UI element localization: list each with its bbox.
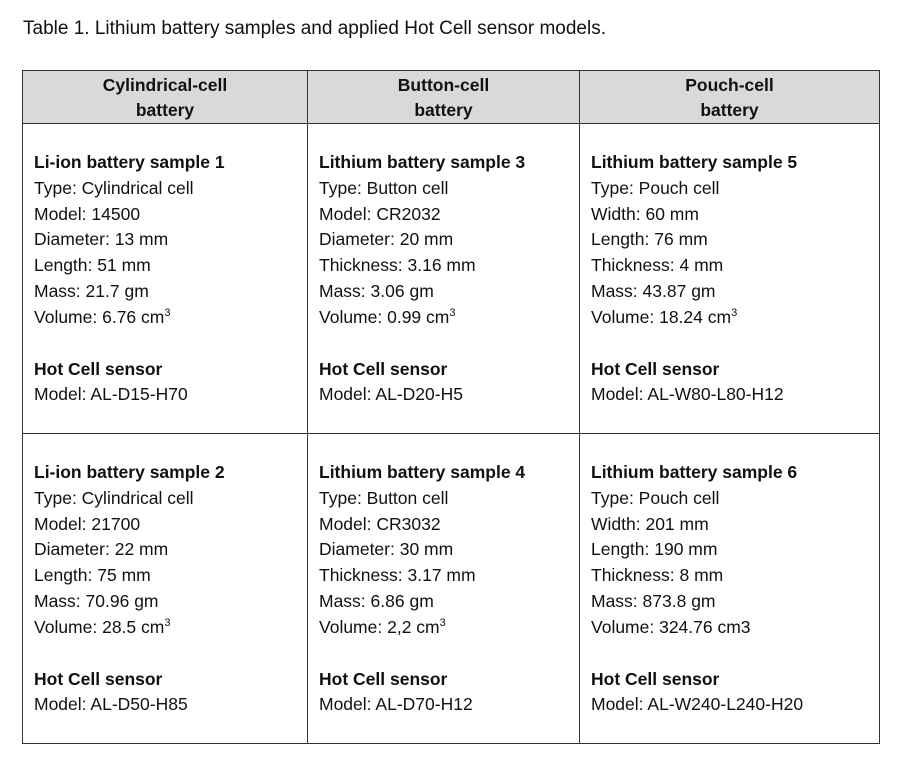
header-pouch xyxy=(580,71,880,124)
volume-text: Volume: 6.76 cm xyxy=(34,306,165,327)
sensor-label: Hot Cell sensor xyxy=(591,668,720,689)
volume-line xyxy=(319,305,571,331)
sample-title: Li-ion battery sample 1 xyxy=(34,152,225,172)
spec-line: Mass: 873.8 gm xyxy=(591,590,716,611)
spec-line: Model: 21700 xyxy=(34,513,141,534)
spec-line: Type: Cylindrical cell xyxy=(34,487,194,508)
spec-line: Type: Button cell xyxy=(319,487,449,508)
spec-line: Length: 75 mm xyxy=(34,565,151,586)
sample-title: Lithium battery sample 6 xyxy=(591,462,798,482)
sample-title: Lithium battery sample 3 xyxy=(319,152,526,172)
volume-line xyxy=(34,305,299,331)
volume-superscript: 3 xyxy=(731,306,738,319)
sample-cell xyxy=(580,434,880,744)
sample-cell xyxy=(23,124,308,434)
sample-title: Li-ion battery sample 2 xyxy=(34,462,225,482)
sensor-model: Model: AL-W80-L80-H12 xyxy=(591,384,784,405)
table-caption: Table 1. Lithium battery samples and applied Hot Cell sensor models. xyxy=(23,18,606,39)
sample-cell xyxy=(23,434,308,744)
spec-line: Diameter: 30 mm xyxy=(319,539,454,560)
spec-line: Mass: 6.86 gm xyxy=(319,590,434,611)
table-header-row xyxy=(23,71,880,124)
volume-text: Volume: 2,2 cm xyxy=(319,616,440,637)
spec-line: Model: CR3032 xyxy=(319,513,441,534)
sensor-model: Model: AL-D20-H5 xyxy=(319,384,463,405)
sensor-model: Model: AL-W240-L240-H20 xyxy=(591,694,804,715)
spec-line: Mass: 70.96 gm xyxy=(34,590,159,611)
sample-cell xyxy=(580,124,880,434)
volume-line xyxy=(591,615,871,641)
sample-title: Lithium battery sample 4 xyxy=(319,462,526,482)
spec-line: Width: 201 mm xyxy=(591,513,709,534)
table-row xyxy=(23,124,880,434)
volume-superscript: 3 xyxy=(449,306,456,319)
volume-line xyxy=(319,615,571,641)
header-line-2: battery xyxy=(135,100,195,120)
spec-line: Mass: 43.87 gm xyxy=(591,280,716,301)
volume-line xyxy=(591,305,871,331)
spec-line: Type: Cylindrical cell xyxy=(34,177,194,198)
volume-superscript: 3 xyxy=(164,616,171,629)
spec-line: Length: 76 mm xyxy=(591,229,708,250)
spec-line: Diameter: 20 mm xyxy=(319,229,454,250)
table-row xyxy=(23,434,880,744)
volume-superscript: 3 xyxy=(164,306,171,319)
header-button xyxy=(308,71,580,124)
sample-title: Lithium battery sample 5 xyxy=(591,152,798,172)
spec-line: Type: Pouch cell xyxy=(591,487,720,508)
spec-line: Mass: 3.06 gm xyxy=(319,280,434,301)
header-cylindrical xyxy=(23,71,308,124)
sensor-model: Model: AL-D70-H12 xyxy=(319,694,473,715)
spec-line: Model: 14500 xyxy=(34,203,141,224)
volume-text: Volume: 18.24 cm xyxy=(591,306,732,327)
spec-line: Thickness: 3.16 mm xyxy=(319,255,476,276)
sensor-model: Model: AL-D50-H85 xyxy=(34,694,188,715)
header-line-1: Button-cell xyxy=(397,75,490,95)
sensor-model: Model: AL-D15-H70 xyxy=(34,384,188,405)
spec-line: Type: Pouch cell xyxy=(591,177,720,198)
volume-text: Volume: 0.99 cm xyxy=(319,306,450,327)
sample-cell xyxy=(308,434,580,744)
sensor-label: Hot Cell sensor xyxy=(319,358,448,379)
spec-line: Length: 190 mm xyxy=(591,539,718,560)
volume-line xyxy=(34,615,299,641)
spec-line: Model: CR2032 xyxy=(319,203,441,224)
sample-cell xyxy=(308,124,580,434)
spec-line: Width: 60 mm xyxy=(591,203,699,224)
spec-line: Diameter: 13 mm xyxy=(34,229,169,250)
sensor-label: Hot Cell sensor xyxy=(319,668,448,689)
spec-line: Length: 51 mm xyxy=(34,255,151,276)
header-line-1: Pouch-cell xyxy=(685,75,774,95)
spec-line: Type: Button cell xyxy=(319,177,449,198)
volume-text: Volume: 324.76 cm3 xyxy=(591,616,751,637)
spec-line: Thickness: 8 mm xyxy=(591,565,724,586)
battery-table xyxy=(22,70,880,744)
header-line-2: battery xyxy=(700,100,759,120)
header-line-2: battery xyxy=(414,100,473,120)
sensor-label: Hot Cell sensor xyxy=(34,358,163,379)
volume-text: Volume: 28.5 cm xyxy=(34,616,165,637)
volume-superscript: 3 xyxy=(439,616,446,629)
header-line-1: Cylindrical-cell xyxy=(102,75,228,95)
spec-line: Thickness: 4 mm xyxy=(591,255,724,276)
sensor-label: Hot Cell sensor xyxy=(34,668,163,689)
spec-line: Mass: 21.7 gm xyxy=(34,280,149,301)
sensor-label: Hot Cell sensor xyxy=(591,358,720,379)
spec-line: Thickness: 3.17 mm xyxy=(319,565,476,586)
spec-line: Diameter: 22 mm xyxy=(34,539,169,560)
